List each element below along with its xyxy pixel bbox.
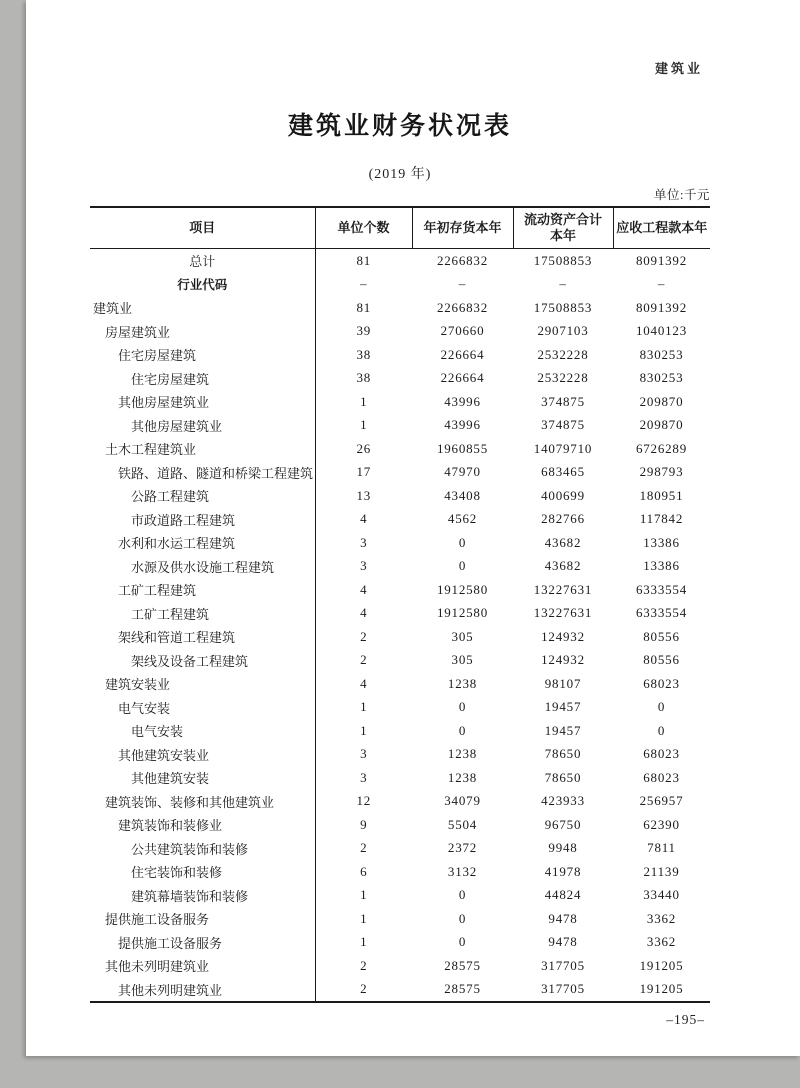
table-row xyxy=(90,625,710,649)
cell-value: 6333554 xyxy=(635,605,688,621)
cell-value: 400699 xyxy=(541,487,585,503)
col-header-current-assets-line2: 本年 xyxy=(549,228,576,243)
cell-value: 374875 xyxy=(541,393,585,409)
table-row xyxy=(90,531,710,555)
row-label: 其他建筑安装 xyxy=(90,766,315,790)
cell-value: 4 xyxy=(360,581,368,597)
table-row xyxy=(90,931,710,955)
cell-value: 98107 xyxy=(544,675,582,691)
col-header-inventory: 年初存货本年 xyxy=(412,207,513,249)
cell-value: 256957 xyxy=(639,793,684,809)
cell-value: 2372 xyxy=(447,840,478,856)
cell-value: 17 xyxy=(356,464,372,480)
cell-value: 0 xyxy=(458,534,467,550)
table-row xyxy=(90,414,710,438)
row-label: 公路工程建筑 xyxy=(90,484,315,508)
cell-value: 6 xyxy=(360,863,368,879)
cell-value: 124932 xyxy=(541,652,585,668)
table-row xyxy=(90,508,710,532)
cell-value: 3362 xyxy=(646,910,677,926)
table-row xyxy=(90,696,710,720)
cell-value: 4562 xyxy=(447,511,478,527)
table-row xyxy=(90,390,710,414)
cell-value: 830253 xyxy=(639,346,684,362)
cell-value: 34079 xyxy=(444,793,481,809)
row-label: 电气安装 xyxy=(90,719,315,743)
cell-value: 1 xyxy=(360,393,368,409)
cell-value: 13227631 xyxy=(533,605,593,621)
cell-value: 1912580 xyxy=(436,581,489,597)
row-label: 提供施工设备服务 xyxy=(90,907,315,931)
cell-value: 3 xyxy=(360,746,368,762)
cell-value: 62390 xyxy=(643,816,680,832)
cell-value: 305 xyxy=(451,628,474,644)
table-row xyxy=(90,649,710,673)
col-header-current-assets-line1: 流动资产合计 xyxy=(523,212,602,228)
page-title: 建筑业财务状况表 xyxy=(287,113,512,140)
cell-value: 191205 xyxy=(639,981,684,997)
cell-value: 3 xyxy=(360,769,368,785)
cell-value: 2266832 xyxy=(436,299,489,315)
cell-value: 81 xyxy=(356,252,372,268)
finance-status-table xyxy=(90,206,710,1003)
col-header-current-assets xyxy=(513,207,613,249)
row-label: 其他未列明建筑业 xyxy=(90,954,315,978)
cell-value: 38 xyxy=(356,346,372,362)
table-row xyxy=(90,860,710,884)
cell-value: 1040123 xyxy=(635,323,688,339)
row-label: 建筑幕墙装饰和装修 xyxy=(90,884,315,908)
cell-value: 41978 xyxy=(544,863,582,879)
cell-value: 423933 xyxy=(541,793,585,809)
table-row xyxy=(90,907,710,931)
cell-value: – xyxy=(360,276,368,292)
table-row xyxy=(90,578,710,602)
table-row xyxy=(90,602,710,626)
cell-value: 14079710 xyxy=(533,440,593,456)
cell-value: 78650 xyxy=(544,769,582,785)
cell-value: 2532228 xyxy=(537,370,589,386)
cell-value: 80556 xyxy=(643,628,680,644)
cell-value: 226664 xyxy=(440,370,485,386)
table-row xyxy=(90,766,710,790)
cell-value: 44824 xyxy=(544,887,582,903)
row-label: 架线及设备工程建筑 xyxy=(90,649,315,673)
row-label: 铁路、道路、隧道和桥梁工程建筑 xyxy=(90,461,315,485)
cell-value: 317705 xyxy=(541,981,585,997)
table-row xyxy=(90,461,710,485)
cell-value: 3132 xyxy=(447,863,478,879)
col-header-item: 项目 xyxy=(90,207,315,249)
cell-value: 2266832 xyxy=(436,252,489,268)
cell-value: 1 xyxy=(360,699,368,715)
cell-value: 8091392 xyxy=(635,252,688,268)
page-number: –195– xyxy=(666,1012,705,1027)
row-label: 工矿工程建筑 xyxy=(90,578,315,602)
table-row xyxy=(90,296,710,320)
cell-value: 6333554 xyxy=(635,581,688,597)
cell-value: 4 xyxy=(360,605,368,621)
cell-value: 2907103 xyxy=(537,323,589,339)
header-row xyxy=(90,207,710,249)
cell-value: 13386 xyxy=(643,534,680,550)
cell-value: 26 xyxy=(356,440,372,456)
cell-value: 2 xyxy=(360,840,368,856)
row-label: 土木工程建筑业 xyxy=(90,437,315,461)
cell-value: 39 xyxy=(356,323,372,339)
row-label: 提供施工设备服务 xyxy=(90,931,315,955)
table-row xyxy=(90,437,710,461)
cell-value: 6726289 xyxy=(635,440,688,456)
row-label: 水利和水运工程建筑 xyxy=(90,531,315,555)
row-label: 住宅房屋建筑 xyxy=(90,367,315,391)
cell-value: 0 xyxy=(657,722,666,738)
row-label: 住宅房屋建筑 xyxy=(90,343,315,367)
cell-value: 3 xyxy=(360,558,368,574)
cell-value: 2 xyxy=(360,981,368,997)
table-row xyxy=(90,273,710,297)
cell-value: 43682 xyxy=(544,534,582,550)
cell-value: 17508853 xyxy=(533,299,593,315)
cell-value: 270660 xyxy=(440,323,485,339)
cell-value: 298793 xyxy=(639,464,684,480)
cell-value: 9478 xyxy=(548,934,578,950)
cell-value: 12 xyxy=(356,793,372,809)
cell-value: 226664 xyxy=(440,346,485,362)
row-label: 建筑装饰和装修业 xyxy=(90,813,315,837)
cell-value: 0 xyxy=(458,934,467,950)
cell-value: – xyxy=(559,276,567,292)
cell-value: 1 xyxy=(360,417,368,433)
row-label: 建筑业 xyxy=(90,296,315,320)
cell-value: 43996 xyxy=(444,417,481,433)
row-label: 工矿工程建筑 xyxy=(90,602,315,626)
row-label: 其他未列明建筑业 xyxy=(90,978,315,1003)
cell-value: 124932 xyxy=(541,628,585,644)
cell-value: 209870 xyxy=(639,417,684,433)
cell-value: 3 xyxy=(360,534,368,550)
cell-value: 4 xyxy=(360,511,368,527)
row-label: 总计 xyxy=(90,249,315,273)
cell-value: 68023 xyxy=(643,769,680,785)
cell-value: 81 xyxy=(356,299,372,315)
cell-value: 117842 xyxy=(639,511,684,527)
cell-value: 1 xyxy=(360,887,368,903)
cell-value: 1238 xyxy=(447,746,478,762)
cell-value: 0 xyxy=(458,887,467,903)
row-label: 市政道路工程建筑 xyxy=(90,508,315,532)
row-label: 其他建筑安装业 xyxy=(90,743,315,767)
cell-value: – xyxy=(657,276,666,292)
table-row xyxy=(90,978,710,1003)
col-header-receivables: 应收工程款本年 xyxy=(613,207,710,249)
page-subtitle-year: (2019 年) xyxy=(368,167,432,182)
table-row xyxy=(90,743,710,767)
cell-value: 374875 xyxy=(541,417,585,433)
cell-value: 13227631 xyxy=(533,581,593,597)
cell-value: 80556 xyxy=(643,652,680,668)
table-row xyxy=(90,343,710,367)
cell-value: 0 xyxy=(458,910,467,926)
table-row xyxy=(90,884,710,908)
cell-value: 43682 xyxy=(544,558,582,574)
row-label: 架线和管道工程建筑 xyxy=(90,625,315,649)
cell-value: 78650 xyxy=(544,746,582,762)
row-label: 其他房屋建筑业 xyxy=(90,414,315,438)
cell-value: 282766 xyxy=(541,511,585,527)
table-row xyxy=(90,837,710,861)
cell-value: 21139 xyxy=(643,863,680,879)
cell-value: 38 xyxy=(356,370,372,386)
cell-value: 5504 xyxy=(447,816,478,832)
cell-value: 1 xyxy=(360,934,368,950)
row-label: 其他房屋建筑业 xyxy=(90,390,315,414)
col-header-unit-count: 单位个数 xyxy=(315,207,412,249)
cell-value: 19457 xyxy=(544,722,582,738)
cell-value: 683465 xyxy=(541,464,585,480)
cell-value: 191205 xyxy=(639,957,684,973)
cell-value: 8091392 xyxy=(635,299,688,315)
row-label: 房屋建筑业 xyxy=(90,320,315,344)
cell-value: 1960855 xyxy=(436,440,489,456)
unit-note: 单位:千元 xyxy=(654,188,710,202)
cell-value: 68023 xyxy=(643,746,680,762)
row-label: 行业代码 xyxy=(90,273,315,297)
chapter-corner-label: 建筑业 xyxy=(654,61,703,76)
row-label: 建筑装饰、装修和其他建筑业 xyxy=(90,790,315,814)
cell-value: 7811 xyxy=(647,840,676,856)
cell-value: 0 xyxy=(657,699,666,715)
cell-value: 96750 xyxy=(544,816,582,832)
page-sheet xyxy=(26,0,800,1056)
cell-value: 9 xyxy=(360,816,368,832)
cell-value: 28575 xyxy=(444,957,481,973)
cell-value: 9948 xyxy=(548,840,578,856)
table-row xyxy=(90,813,710,837)
cell-value: 830253 xyxy=(639,370,684,386)
cell-value: 43408 xyxy=(444,487,481,503)
cell-value: 13386 xyxy=(643,558,680,574)
cell-value: 19457 xyxy=(544,699,582,715)
table-row xyxy=(90,249,710,273)
cell-value: 1 xyxy=(360,722,368,738)
row-label: 水源及供水设施工程建筑 xyxy=(90,555,315,579)
cell-value: 68023 xyxy=(643,675,680,691)
row-label: 住宅装饰和装修 xyxy=(90,860,315,884)
cell-value: 0 xyxy=(458,699,467,715)
cell-value: – xyxy=(458,276,467,292)
table-row xyxy=(90,790,710,814)
row-label: 建筑安装业 xyxy=(90,672,315,696)
cell-value: 1 xyxy=(360,910,368,926)
cell-value: 0 xyxy=(458,722,467,738)
cell-value: 1238 xyxy=(447,769,478,785)
table-row xyxy=(90,672,710,696)
cell-value: 1238 xyxy=(447,675,478,691)
cell-value: 1912580 xyxy=(436,605,489,621)
table-row xyxy=(90,954,710,978)
cell-value: 305 xyxy=(451,652,474,668)
row-label: 公共建筑装饰和装修 xyxy=(90,837,315,861)
cell-value: 180951 xyxy=(639,487,684,503)
cell-value: 9478 xyxy=(548,910,578,926)
cell-value: 13 xyxy=(356,487,372,503)
table-row xyxy=(90,484,710,508)
table-row xyxy=(90,367,710,391)
row-label: 电气安装 xyxy=(90,696,315,720)
cell-value: 317705 xyxy=(541,957,585,973)
cell-value: 43996 xyxy=(444,393,481,409)
table-row xyxy=(90,320,710,344)
cell-value: 17508853 xyxy=(533,252,593,268)
cell-value: 2 xyxy=(360,652,368,668)
cell-value: 2 xyxy=(360,628,368,644)
cell-value: 0 xyxy=(458,558,467,574)
table-row xyxy=(90,555,710,579)
cell-value: 33440 xyxy=(643,887,680,903)
cell-value: 4 xyxy=(360,675,368,691)
cell-value: 209870 xyxy=(639,393,684,409)
cell-value: 2 xyxy=(360,957,368,973)
cell-value: 2532228 xyxy=(537,346,589,362)
cell-value: 28575 xyxy=(444,981,481,997)
cell-value: 3362 xyxy=(646,934,677,950)
table-body xyxy=(90,249,710,1003)
cell-value: 47970 xyxy=(444,464,481,480)
table-row xyxy=(90,719,710,743)
